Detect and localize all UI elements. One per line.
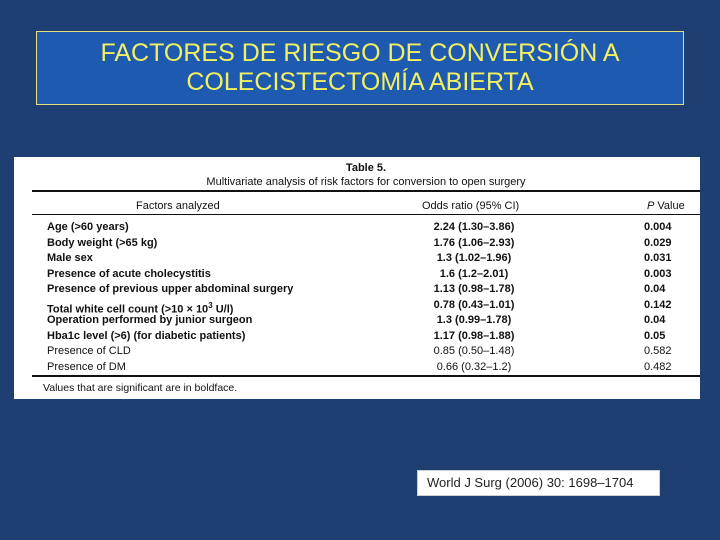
table-image-panel <box>14 157 700 399</box>
slide-title-line-1: FACTORES DE RIESGO DE CONVERSIÓN A <box>100 39 620 67</box>
p-value-cell: 0.142 <box>644 298 672 311</box>
factor-text: Hba1c level (>6) (for diabetic patients) <box>47 329 246 342</box>
odds-ratio-cell: 1.13 (0.98–1.78) <box>433 283 515 295</box>
citation-label: World J Surg (2006) 30: 1698–1704 <box>417 470 660 496</box>
table-footnote: Values that are significant are in boldface. <box>43 382 238 394</box>
p-value-cell: 0.003 <box>644 267 672 280</box>
slide-title <box>36 31 684 105</box>
factor-text: Male sex <box>47 252 93 264</box>
odds-ratio-cell: 1.3 (1.02–1.96) <box>436 252 512 264</box>
table-row <box>14 313 700 329</box>
table-number: Table 5. <box>345 162 387 174</box>
odds-ratio-cell: 1.3 (0.99–1.78) <box>436 314 512 326</box>
p-value-cell: 0.04 <box>644 283 666 295</box>
odds-ratio-cell: 2.24 (1.30–3.86) <box>433 221 515 233</box>
p-value-cell: 0.029 <box>644 236 672 249</box>
factor-cell <box>47 251 93 267</box>
factor-superscript: 3 <box>208 300 213 310</box>
factor-text-tail: U/l) <box>212 303 234 316</box>
p-value-header-italic: P <box>647 200 655 212</box>
factor-text: Presence of acute cholecystitis <box>47 267 211 280</box>
column-header-p-value <box>647 200 685 212</box>
factor-text: Total white cell count (>10 × 10 <box>47 303 209 316</box>
factor-text: Age (>60 years) <box>47 221 129 233</box>
factor-cell <box>47 267 211 283</box>
p-value-cell: 0.004 <box>644 221 672 233</box>
factor-cell <box>47 236 157 252</box>
odds-ratio-cell: 0.78 (0.43–1.01) <box>433 298 515 311</box>
column-header-odds-ratio: Odds ratio (95% CI) <box>422 200 520 212</box>
factor-cell <box>47 344 131 360</box>
p-value-header-rest: Value <box>654 200 685 212</box>
table-header-rule <box>32 214 700 215</box>
table-row <box>14 220 700 236</box>
p-value-cell: 0.482 <box>644 360 672 373</box>
p-value-cell: 0.582 <box>644 345 672 357</box>
odds-ratio-cell: 0.85 (0.50–1.48) <box>433 345 515 357</box>
factor-cell <box>47 360 126 376</box>
table-row <box>14 360 700 376</box>
factor-text: Presence of DM <box>47 360 126 373</box>
table-row <box>14 236 700 252</box>
odds-ratio-cell: 0.66 (0.32–1.2) <box>436 360 512 373</box>
odds-ratio-cell: 1.76 (1.06–2.93) <box>433 236 515 249</box>
table-row <box>14 251 700 267</box>
p-value-cell: 0.05 <box>644 329 666 342</box>
factor-cell <box>47 329 245 345</box>
factor-text: Presence of CLD <box>47 345 131 357</box>
column-header-factors: Factors analyzed <box>136 200 220 212</box>
factor-cell <box>47 220 129 236</box>
table-row <box>14 344 700 360</box>
p-value-cell: 0.031 <box>644 252 672 264</box>
table-row <box>14 329 700 345</box>
table-subtitle: Multivariate analysis of risk factors for conversion to open surgery <box>206 176 526 188</box>
factor-cell <box>47 313 252 329</box>
factor-cell <box>47 282 293 298</box>
table-row <box>14 298 700 314</box>
table-row <box>14 267 700 283</box>
odds-ratio-cell: 1.17 (0.98–1.88) <box>433 329 515 342</box>
table-row <box>14 282 700 298</box>
table-body <box>14 220 700 375</box>
p-value-cell: 0.04 <box>644 314 666 326</box>
factor-text: Presence of previous upper abdominal surgery <box>47 283 294 295</box>
factor-text: Operation performed by junior surgeon <box>47 314 253 326</box>
table-bottom-rule <box>32 375 700 377</box>
table-top-rule <box>32 190 700 192</box>
factor-text: Body weight (>65 kg) <box>47 236 158 249</box>
odds-ratio-cell: 1.6 (1.2–2.01) <box>439 267 509 280</box>
slide-title-line-2: COLECISTECTOMÍA ABIERTA <box>186 68 534 96</box>
